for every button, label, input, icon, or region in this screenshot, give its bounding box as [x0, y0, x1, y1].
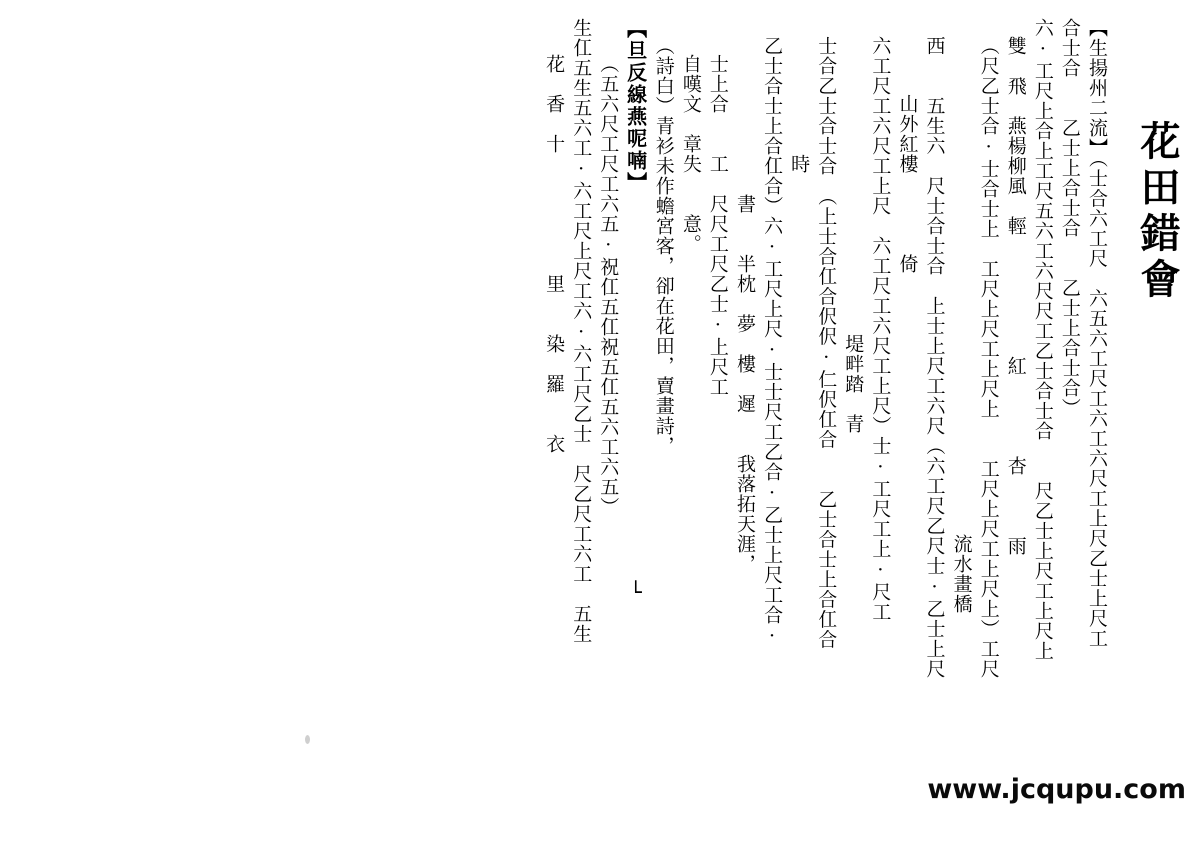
score-column: 士上合 工 尺尺工尺乙士·上尺工 [706, 54, 729, 397]
score-column: 士合乙士合士合 （上士合仜合伬伬·仁伬仜合 乙士合士上合仜合 [815, 36, 838, 650]
score-column: 西 五生六 尺士合士合 上士上尺工六尺（六工尺乙尺士·乙士上尺 [923, 36, 946, 679]
score-column: 自嘆文 章失 意。 [679, 54, 702, 254]
score-column: 雙 飛 燕楊柳風 輕 紅 杏 雨 [1004, 36, 1027, 556]
page-title: 花田錯會 [1134, 120, 1181, 304]
score-column: 合士合 乙士上合士合 乙士上合士合） [1058, 18, 1081, 418]
score-column: 六·工尺上合上工尺五六工六尺尺工乙士合士合 尺乙士上尺工上尺上 [1031, 18, 1054, 661]
score-column: （五六尺工尺工六五·祝仜五仜祝五仜五六工六五） [597, 54, 620, 517]
score-column-heading: 【旦反線燕呢喃】 └ [623, 18, 648, 606]
score-column: 時 [788, 74, 811, 174]
score-column: 書 半枕 夢 樓 遲 我落拓天涯， [733, 74, 756, 574]
score-column: 【生揚州二流】（士合六工尺 六五六工尺工六工六尺工上尺乙士上尺工 [1086, 18, 1108, 649]
score-column: 花 香 十 里 染 羅 衣 [543, 54, 566, 454]
score-column: 生仜五生五六工·六工尺上尺工六·六工尺乙士 尺乙尺工六工 五生 [570, 18, 593, 644]
score-column: 流水畫橋 [950, 74, 973, 614]
score-column: （詩白）青衫未作蟾宮客，卻在花田，賣畫詩， [652, 36, 675, 456]
score-column: 六工尺工六尺工上尺 六工尺工六尺工上尺）士·工尺工上·尺工 [869, 36, 892, 622]
score-column: 堤畔踏 青 [842, 74, 865, 434]
scan-speck [305, 735, 310, 744]
score-column: （尺乙士合·士合士上 工尺上尺工上尺上 工尺上尺工上尺上）工尺 [977, 36, 1000, 679]
watermark: www.jcqupu.com [927, 774, 1186, 805]
score-column: 山外紅樓 倚 [896, 54, 919, 274]
score-column: 乙士合士上合仜合）六·工尺上尺·士士尺工乙合·乙士上尺工合· [761, 36, 784, 648]
